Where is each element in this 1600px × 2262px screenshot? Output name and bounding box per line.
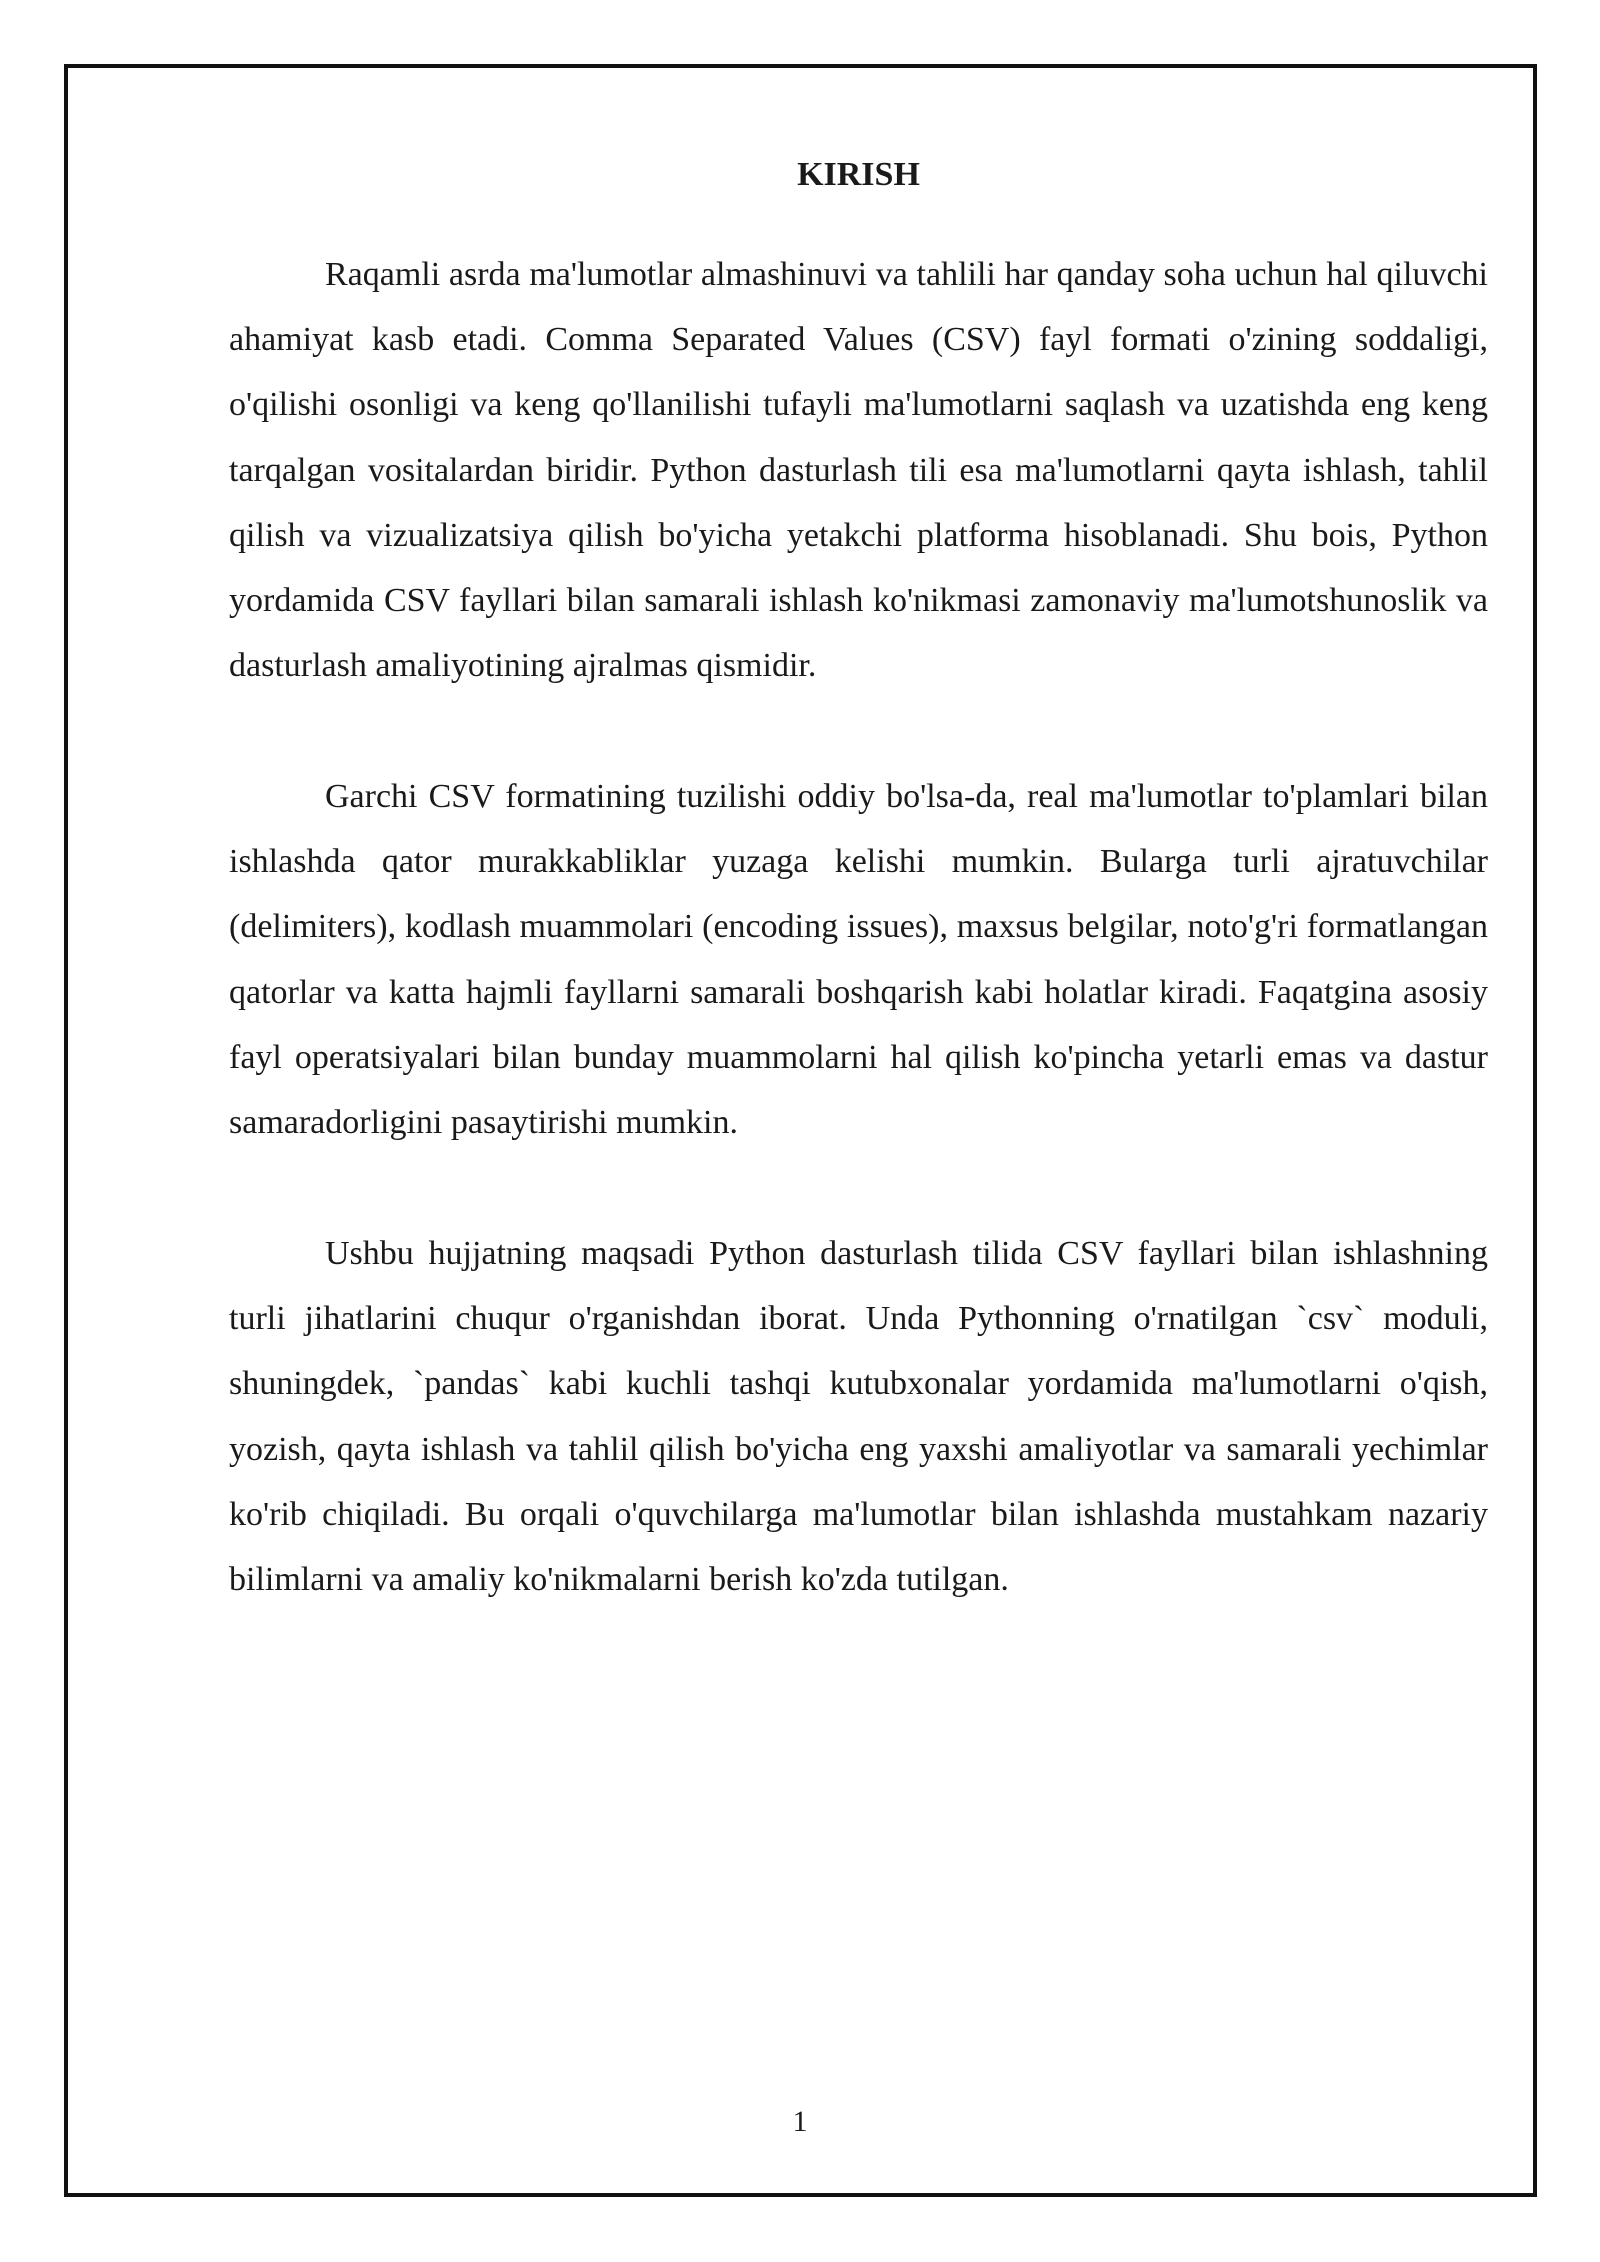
page-number: 1 bbox=[792, 2105, 808, 2138]
paragraph-1: Raqamli asrda ma'lumotlar almashinuvi va tahlili har qanday soha uchun hal qiluvchi ahamiyat kasb etadi. Comma Separated Values (CSV) fayl formati o'zining soddaligi, o'qilishi osonligi va keng qo'llanilishi tufayli ma'lumotlarni saqlash va uzatishda eng keng tarqalgan vositalardan biridir. Python dasturlash tili esa ma'lumotlarni qayta ishlash, tahlil qilish va vizualizatsiya qilish bo'yicha yetakchi platforma hisoblanadi. Shu bois, Python yordamida CSV fayllari bilan samarali ishlash ko'nikmasi zamonaviy ma'lumotshunoslik va dasturlash amaliyotining ajralmas qismidir. bbox=[229, 256, 1488, 685]
document-title: KIRISH bbox=[797, 156, 920, 193]
paragraph-3: Ushbu hujjatning maqsadi Python dasturlash tilida CSV fayllari bilan ishlashning turli jihatlarini chuqur o'rganishdan iborat. Unda Pythonning o'rnatilgan `csv` moduli, shuningdek, `pandas` kabi kuchli tashqi kutubxonalar yordamida ma'lumotlarni o'qish, yozish, qayta ishlash va tahlil qilish bo'yicha eng yaxshi amaliyotlar va samarali yechimlar ko'rib chiqiladi. Bu orqali o'quvchilarga ma'lumotlar bilan ishlashda mustahkam nazariy bilimlarni va amaliy ko'nikmalarni berish ko'zda tutilgan. bbox=[229, 1235, 1488, 1599]
paragraph-2: Garchi CSV formatining tuzilishi oddiy bo'lsa-da, real ma'lumotlar to'plamlari bilan ishlashda qator murakkabliklar yuzaga kelishi mumkin. Bularga turli ajratuvchilar (delimiters), kodlash muammolari (encoding issues), maxsus belgilar, noto'g'ri formatlangan qatorlar va katta hajmli fayllarni samarali boshqarish kabi holatlar kiradi. Faqatgina asosiy fayl operatsiyalari bilan bunday muammolarni hal qilish ko'pincha yetarli emas va dastur samaradorligini pasaytirishi mumkin. bbox=[229, 778, 1488, 1142]
